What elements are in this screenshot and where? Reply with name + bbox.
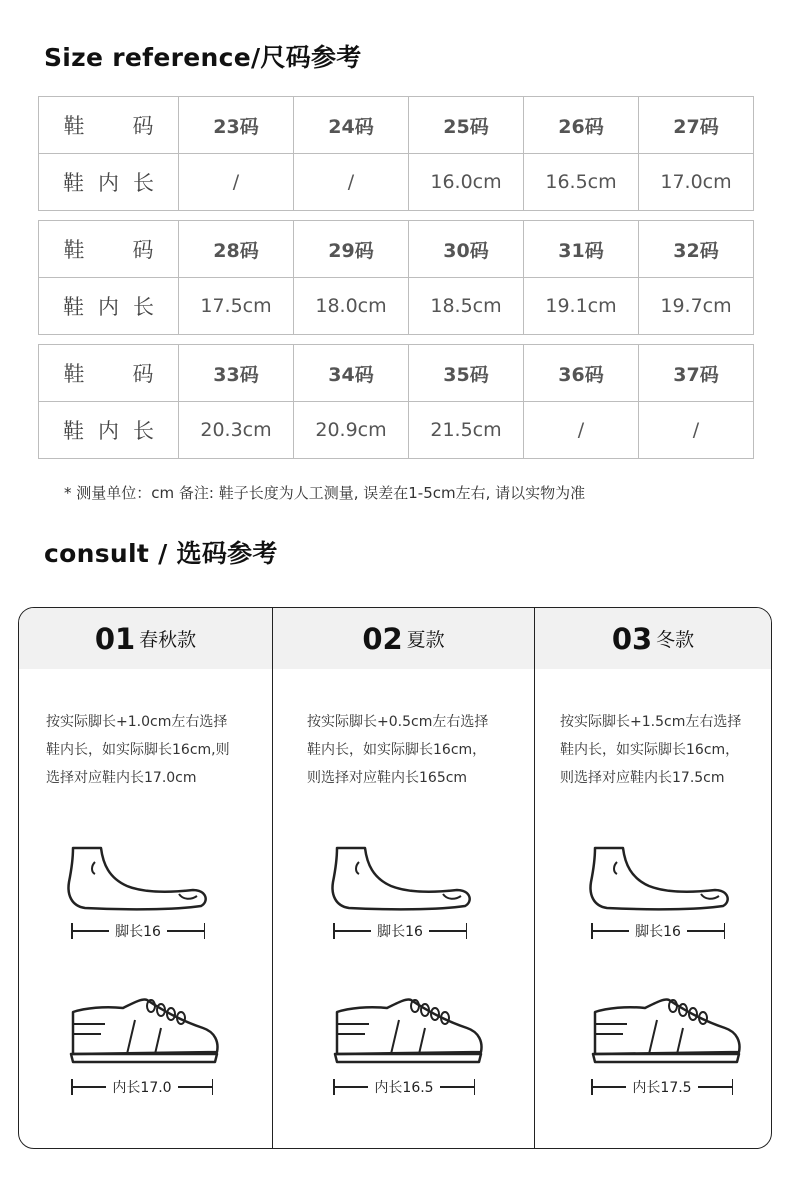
column-number: 01 [94,621,136,656]
size-cell: 34码 [294,345,409,402]
length-cell: / [294,154,409,211]
foot-icon [587,842,737,914]
column-number: 03 [611,621,653,656]
foot-length-measure: 脚长16 [333,921,467,941]
column-description: 按实际脚长+1.0cm左右选择 鞋内长，如实际脚长16cm,则 选择对应鞋内长17.0cm [46,714,230,786]
column-header [273,608,534,669]
size-row [39,345,754,402]
size-cell: 37码 [639,345,754,402]
foot-icon [329,842,479,914]
row-label-size: 鞋 码 [39,345,179,402]
length-cell: 19.1cm [524,278,639,335]
size-cell: 35码 [409,345,524,402]
length-cell: 16.0cm [409,154,524,211]
length-row [39,278,754,335]
column-number: 02 [362,621,403,656]
column-header [535,608,771,669]
row-label-size: 鞋 码 [39,221,179,278]
column-season: 春秋款 [139,629,197,651]
shoe-length-measure: 内长17.5 [591,1077,733,1097]
consult-column-winter [534,608,771,1148]
size-cell: 28码 [179,221,294,278]
length-cell: 17.0cm [639,154,754,211]
consult-title: consult / 选码参考 [44,539,278,568]
row-label-length: 鞋 内 长 [39,154,179,211]
column-header [19,608,272,669]
size-cell: 25码 [409,97,524,154]
size-cell: 36码 [524,345,639,402]
length-cell: 20.3cm [179,402,294,459]
length-row [39,402,754,459]
size-table-group-3 [38,344,754,459]
length-row [39,154,754,211]
length-cell: 16.5cm [524,154,639,211]
column-description: 按实际脚长+1.5cm左右选择 鞋内长，如实际脚长16cm， 则选择对应鞋内长17.5cm [560,714,742,786]
size-cell: 33码 [179,345,294,402]
row-label-length: 鞋 内 长 [39,402,179,459]
shoe-icon [65,992,223,1068]
column-season: 冬款 [656,629,695,651]
measurement-note: * 测量单位：cm 备注: 鞋子长度为人工测量, 误差在1-5cm左右, 请以实物为准 [64,484,586,502]
row-label-length: 鞋 内 长 [39,278,179,335]
row-label-size: 鞋 码 [39,97,179,154]
length-cell: 19.7cm [639,278,754,335]
size-cell: 30码 [409,221,524,278]
length-cell: 21.5cm [409,402,524,459]
length-cell: / [639,402,754,459]
length-cell: / [179,154,294,211]
consult-column-summer [272,608,534,1148]
foot-length-measure: 脚长16 [591,921,725,941]
consult-column-spring-autumn [19,608,272,1148]
length-cell: 18.5cm [409,278,524,335]
size-cell: 32码 [639,221,754,278]
shoe-length-measure: 内长17.0 [71,1077,213,1097]
foot-length-measure: 脚长16 [71,921,205,941]
foot-icon [65,842,215,914]
size-cell: 24码 [294,97,409,154]
shoe-icon [329,992,487,1068]
size-cell: 31码 [524,221,639,278]
length-cell: 20.9cm [294,402,409,459]
column-season: 夏款 [406,629,445,651]
size-cell: 27码 [639,97,754,154]
length-cell: 17.5cm [179,278,294,335]
consult-panel [18,607,772,1149]
shoe-length-measure: 内长16.5 [333,1077,475,1097]
size-table-group-1 [38,96,754,211]
size-cell: 23码 [179,97,294,154]
size-row [39,97,754,154]
column-description: 按实际脚长+0.5cm左右选择 鞋内长，如实际脚长16cm， 则选择对应鞋内长165cm [307,714,489,786]
length-cell: 18.0cm [294,278,409,335]
size-cell: 26码 [524,97,639,154]
shoe-icon [587,992,745,1068]
size-row [39,221,754,278]
size-cell: 29码 [294,221,409,278]
length-cell: / [524,402,639,459]
size-table-group-2 [38,220,754,335]
size-reference-title: Size reference/尺码参考 [44,43,362,72]
